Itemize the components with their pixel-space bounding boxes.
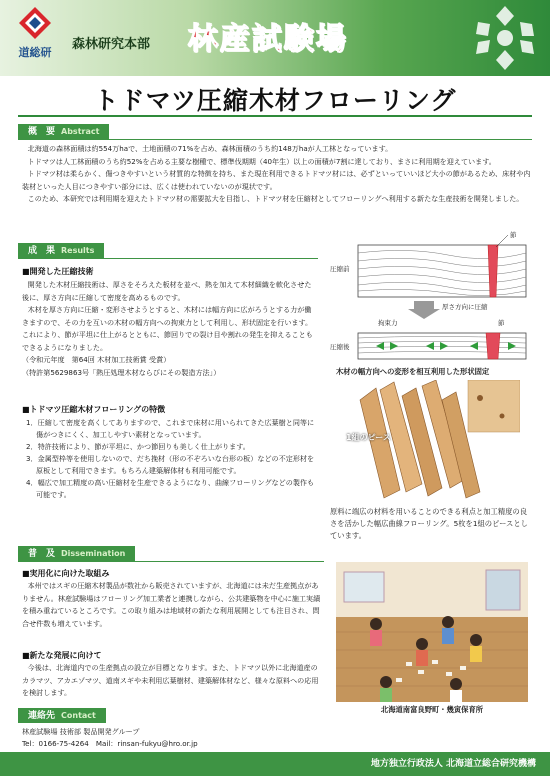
abstract-paragraph: トドマツ材は柔らかく、傷つきやすいという材質的な特徴を持ち、また現在利用できるトドマツ材には、必ずといっていいほど大小の節があるため、床材や内装材といった人目につきやすい部分には、広くは使われていないのが現状です。 xyxy=(22,169,531,191)
label-knot-bottom: 節 xyxy=(498,319,505,327)
org-logo-text: 道総研 xyxy=(18,46,52,59)
section-tab-jp: 普 及 xyxy=(28,549,56,559)
compression-diagram xyxy=(328,225,534,365)
section-tab-en: Results xyxy=(61,246,95,255)
list-item: 4．幅広で加工精度の高い圧縮材を生産できるようになり、曲線フローリングなどの製作も可能です。 xyxy=(26,478,315,499)
features-list xyxy=(26,417,318,501)
flooring-caption: 原料に端広の材料を用いることのできる利点と加工精度の良さを活かした幅広曲線フローリング。5枚を1組のピースとしています。 xyxy=(330,507,528,540)
pressure-arrow-icon xyxy=(408,301,440,319)
section-rule xyxy=(18,258,318,259)
contact-tel-mail[interactable]: Tel：0166-75-4264 Mail：rinsan-fukyu@hro.or.jp xyxy=(22,739,198,748)
hokkaido-mark-icon xyxy=(18,6,52,40)
org-logo xyxy=(6,6,64,64)
page-title: トドマツ圧縮木材フローリング xyxy=(93,86,457,115)
patent-note: （特許第5629863号「熱圧処理木材ならびにその製造方法」） xyxy=(22,367,221,377)
boards-before xyxy=(358,245,526,297)
section-tab-jp: 連絡先 xyxy=(28,711,56,721)
section-tab-en: Contact xyxy=(61,711,96,720)
future-paragraph: 今後は、北海道内での生産拠点の設立が目標となります。また、トドマツ以外に北海道産のカラマツ、アカエゾマツ、道南スギや未利用広葉樹材、建築解体材など、様々な原料への応用を検討します。 xyxy=(22,663,319,697)
abstract-paragraph: トドマツは人工林面積のうち約52%を占める主要な樹種で、標準伐期期（40年生）以上の面積が7割に達しており、まさに利用期を迎えています。 xyxy=(27,156,496,166)
future-heading: ■新たな発展に向けて xyxy=(22,651,102,660)
tech-body xyxy=(22,279,318,379)
label-knot-top: 節 xyxy=(510,231,517,239)
list-item: 1．圧縮して密度を高くしてありますので、これまで床材に用いられてきた広葉樹と同等に傷がつきにくく、加工しやすい素材となっています。 xyxy=(26,418,315,439)
nursery-scene xyxy=(336,562,528,702)
nursery-caption: 北海道南富良野町・幾寅保育所 xyxy=(380,705,484,714)
section-tab-dissemination xyxy=(18,546,135,561)
award-note: （令和元年度 第64回 木材加工技術賞 受賞） xyxy=(22,355,171,364)
section-tab-en: Abstract xyxy=(61,127,100,136)
lab-name: 林産試験場 xyxy=(188,22,348,57)
section-tab-contact xyxy=(18,708,106,723)
tech-paragraph: 木材を厚さ方向に圧縮・変形させようとすると、木材には幅方向に広がろうとする力が働きますので、その力を互いの木材の幅方向への拘束力として利用し、形状固定を行います。これにより、節が平坦に仕上がるとともに、節回りでの裂け目や割れの発生を抑えることもできるようになりました。 xyxy=(22,305,313,352)
section-rule xyxy=(18,139,532,140)
label-after: 圧縮後 xyxy=(330,343,350,351)
boards-after xyxy=(358,333,526,359)
piece-label: 1組のピース xyxy=(346,433,391,442)
department-name: 森林研究本部 xyxy=(72,37,151,52)
snowflake-icon xyxy=(462,2,548,74)
features-heading: ■トドマツ圧縮木材フローリングの特徴 xyxy=(22,405,166,414)
abstract-paragraph: 北海道の森林面積は約554万haで、土地面積の71%を占め、森林面積のうち約148万haが人工林となっています。 xyxy=(27,144,393,153)
tech-heading: ■開発した圧縮技術 xyxy=(22,267,94,276)
label-before: 圧縮前 xyxy=(330,265,350,273)
contact-org: 林産試験場 技術部 製品開発グループ xyxy=(22,727,140,736)
tech-paragraph: 開発した木材圧縮技術は、厚さをそろえた板材を並べ、熱を加えて木材細織を軟化させた後に、厚さ方向に圧縮して密度を高めるものです。 xyxy=(22,280,312,302)
section-rule xyxy=(18,561,324,562)
section-tab-jp: 概 要 xyxy=(28,127,56,137)
practical-heading: ■実用化に向けた取組み xyxy=(22,569,110,578)
knot-before xyxy=(488,245,498,297)
abstract-body xyxy=(22,143,532,206)
knot-after xyxy=(486,333,500,359)
list-item: 2．特許技術により、節が平坦に、かつ節回りも美しく仕上がります。 xyxy=(26,442,250,451)
label-pressure: 厚さ方向に圧縮 xyxy=(442,303,488,311)
future-body xyxy=(22,662,324,700)
practical-paragraph: 本州ではスギの圧縮木材製品が数社から販売されていますが、北海道には未だ生産拠点がありません。林産試験場はフローリング加工業者と連携しながら、公共建築物を中心に施工実績を積み重ねているところです。この取り組みは地域材の新たな利用展開としても注目され、問合せ件数も増えています。 xyxy=(22,581,321,628)
section-tab-jp: 成 果 xyxy=(28,246,56,256)
list-item: 3．金属型枠等を使用しないので、だち挽材（形の不ぞろいな台形の板）などの不定形材を原板として利用できます。もちろん建築解体材も利用可能です。 xyxy=(26,454,315,475)
contact-body xyxy=(22,726,332,750)
abstract-paragraph: このため、本研究では利用期を迎えたトドマツ材の需要拡大を目指し、トドマツ材を圧縮材としてフローリングへ利用する新たな生産技術を開発しました。 xyxy=(27,194,524,203)
section-tab-abstract xyxy=(18,124,109,139)
diagram-caption: 木材の幅方向への変形を相互利用した形状固定 xyxy=(336,367,490,376)
section-tab-en: Dissemination xyxy=(61,549,126,558)
label-restraint: 拘束力 xyxy=(378,319,398,327)
footer-org-name: 地方独立行政法人 北海道立総合研究機構 xyxy=(0,752,550,776)
title-divider xyxy=(18,115,532,117)
header-banner xyxy=(0,0,550,76)
practical-body xyxy=(22,580,324,630)
nursery-photo xyxy=(336,562,528,702)
section-tab-results xyxy=(18,243,104,258)
